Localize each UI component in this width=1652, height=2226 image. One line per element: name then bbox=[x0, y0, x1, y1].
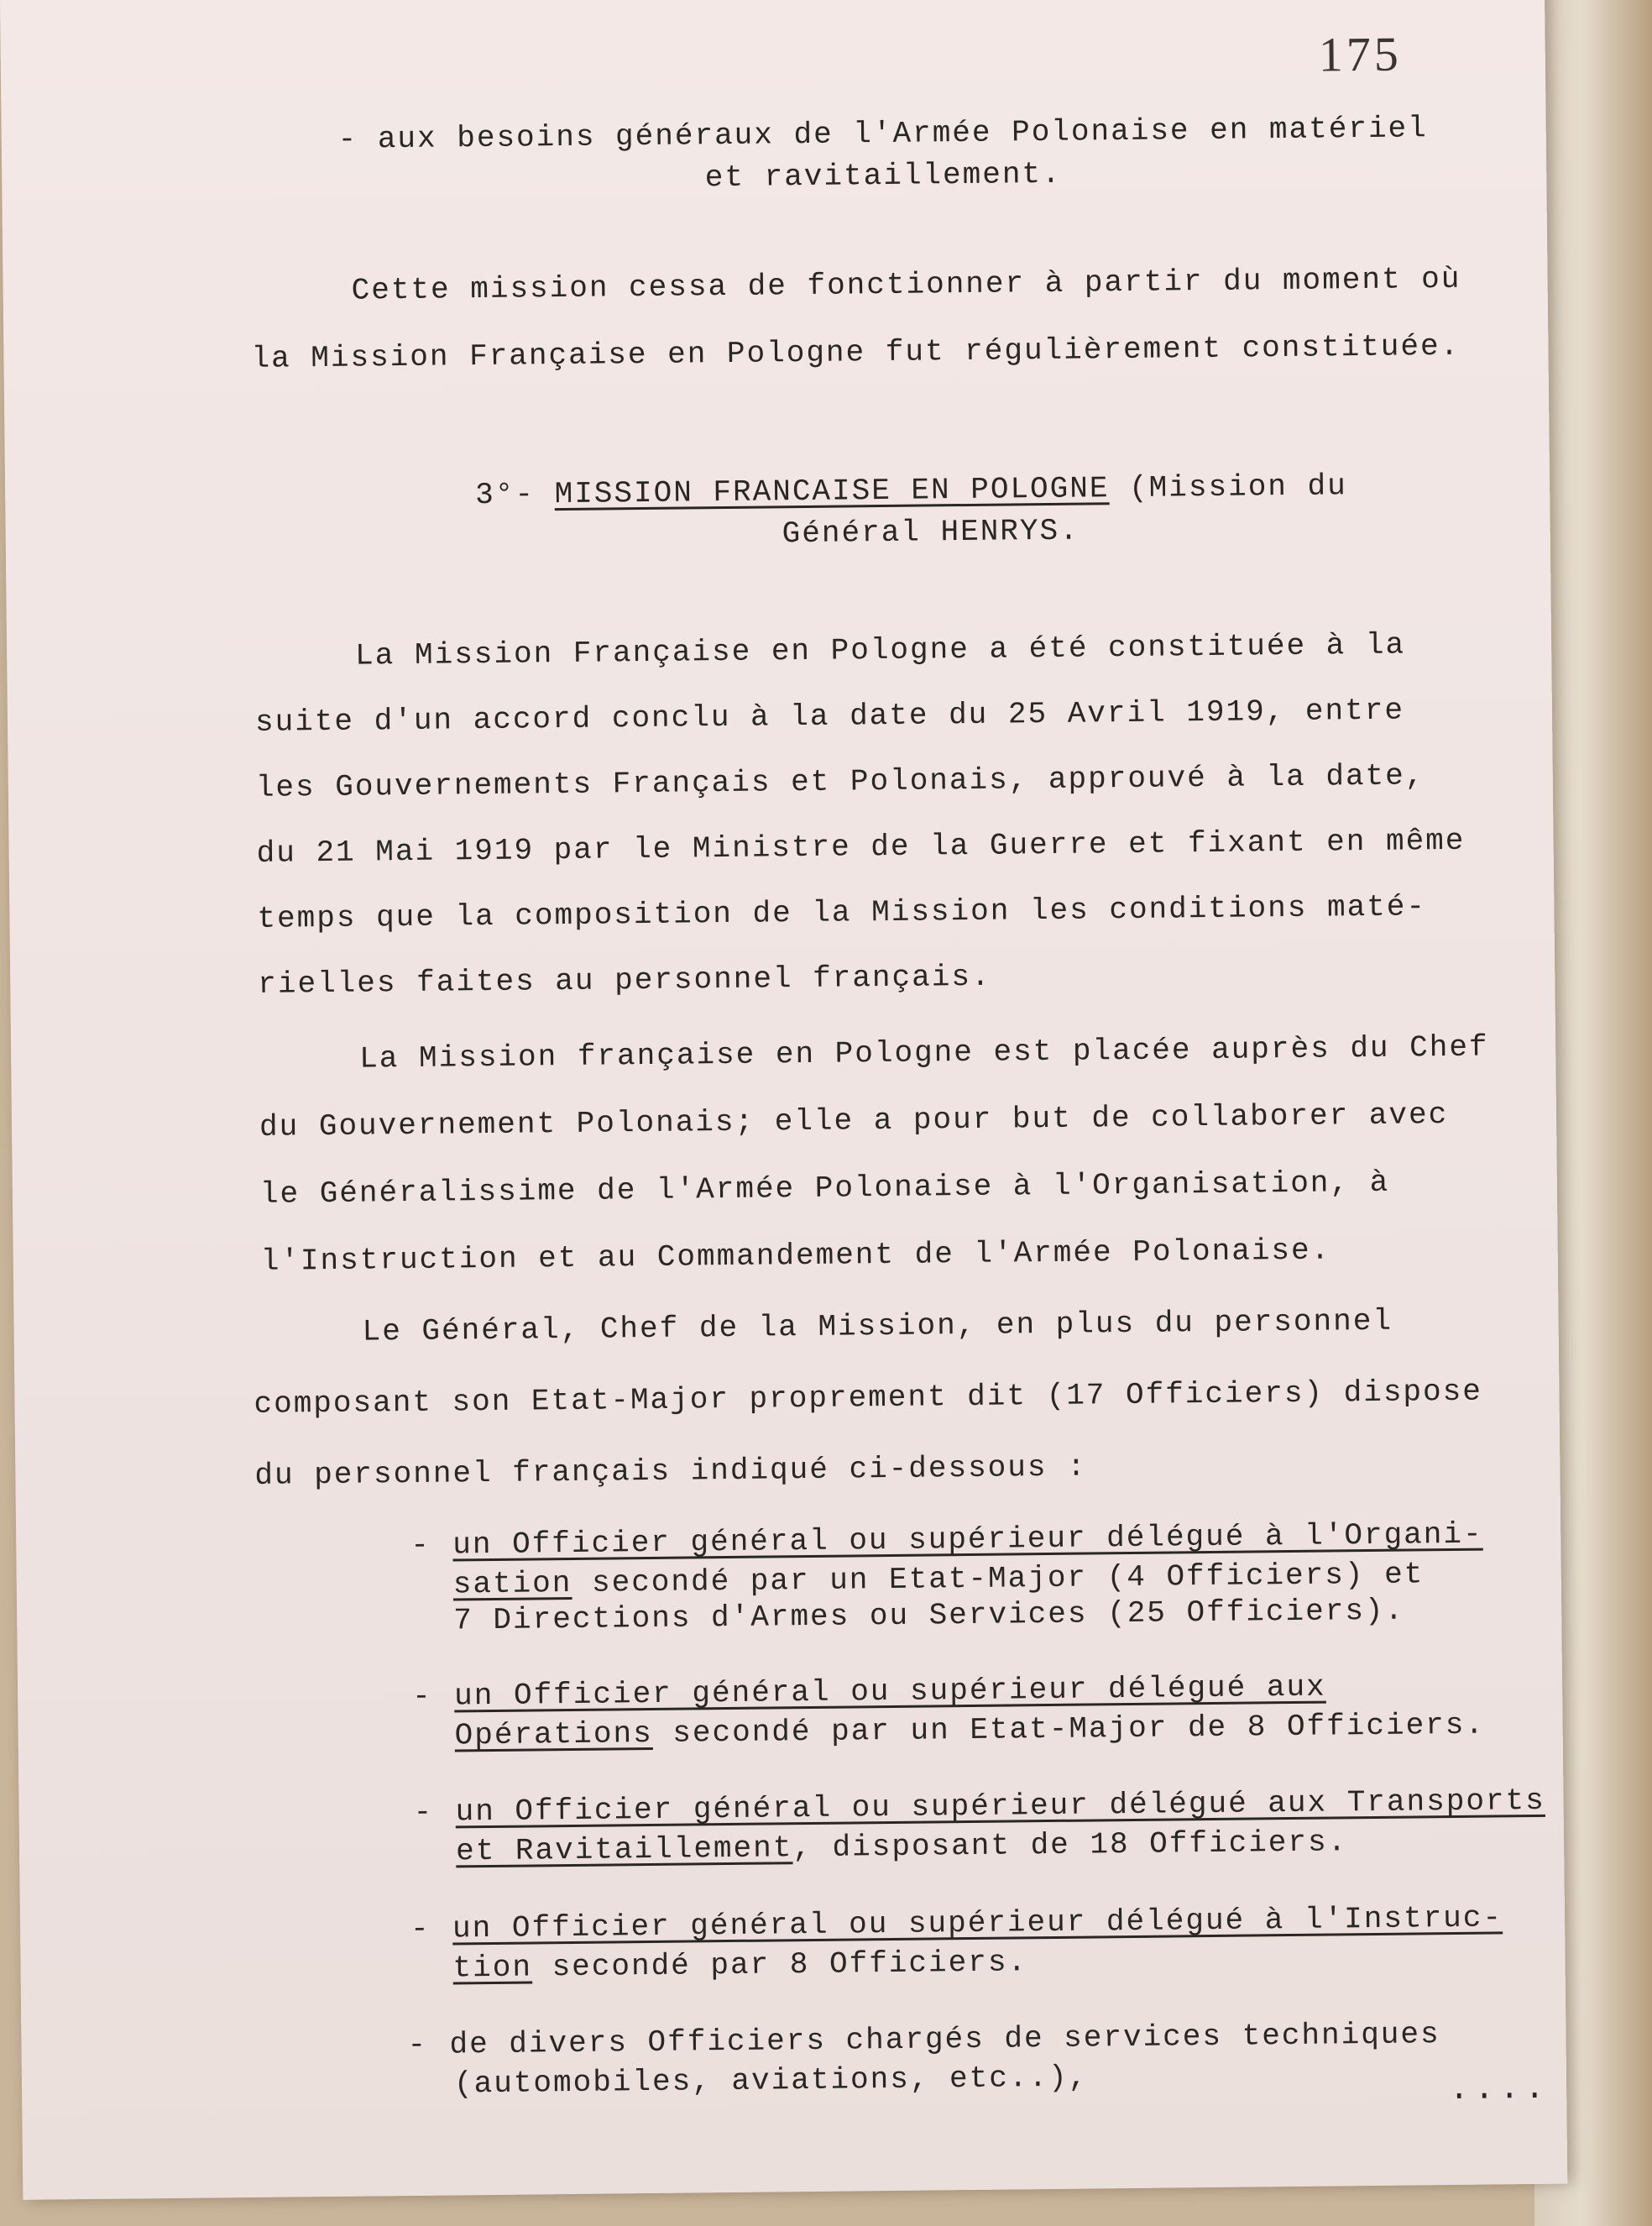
mission-end-line-2: la Mission Française en Pologne fut régulièrement constituée. bbox=[251, 328, 1461, 376]
list-item-4-dash: - bbox=[410, 1911, 431, 1947]
para2-line-2: du Gouvernement Polonais; elle a pour but de collaborer avec bbox=[259, 1097, 1449, 1144]
list-item-3-dash: - bbox=[413, 1794, 434, 1830]
para3-line-2: composant son Etat-Major proprement dit (17 Officiers) dispose bbox=[254, 1374, 1483, 1422]
para1-line-1: La Mission Française en Pologne a été constituée à la bbox=[354, 627, 1406, 673]
para3-line-1: Le Général, Chef de la Mission, en plus du personnel bbox=[362, 1303, 1393, 1349]
continuation-marker: .... bbox=[1448, 2070, 1550, 2110]
para1-line-2: suite d'un accord conclu à la date du 25 Avril 1919, entre bbox=[254, 693, 1405, 740]
list-item-5-line-2: (automobiles, aviations, etc..), bbox=[453, 2060, 1089, 2102]
list-item-5-line-1: de divers Officiers chargés de services techniques bbox=[449, 2017, 1440, 2062]
list-item-1-line-1: un Officier général ou supérieur délégué à l'Organi- bbox=[452, 1516, 1483, 1563]
para3-line-3: du personnel français indiqué ci-dessous : bbox=[254, 1449, 1087, 1493]
para1-line-6: rielles faites au personnel français. bbox=[258, 959, 991, 1002]
para1-line-4: du 21 Mai 1919 par le Ministre de la Guerre et fixant en même bbox=[256, 823, 1466, 871]
intro-line-1: - aux besoins généraux de l'Armée Polonaise en matériel bbox=[337, 111, 1429, 157]
list-item-4-line-2: tion secondé par 8 Officiers. bbox=[452, 1945, 1028, 1986]
intro-line-2: et ravitaillement. bbox=[704, 156, 1062, 196]
list-item-2-line-1: un Officier général ou supérieur délégué aux bbox=[453, 1669, 1326, 1714]
list-item-4-line-1: un Officier général ou supérieur délégué à l'Instruc- bbox=[452, 1900, 1503, 1946]
list-item-2-dash: - bbox=[411, 1679, 433, 1714]
page-number: 175 bbox=[1318, 26, 1403, 82]
section-heading bbox=[475, 469, 1347, 512]
list-item-1-line-3: 7 Directions d'Armes ou Services (25 Officiers). bbox=[453, 1593, 1405, 1638]
para2-line-3: le Généralissime de l'Armée Polonaise à l'Organisation, à bbox=[259, 1165, 1390, 1212]
para1-line-5: temps que la composition de la Mission les conditions maté- bbox=[257, 889, 1427, 936]
list-item-3-line-1: un Officier général ou supérieur délégué aux Transports bbox=[455, 1783, 1545, 1830]
section-title: MISSION FRANCAISE EN POLOGNE bbox=[554, 471, 1110, 512]
para1-line-3: les Gouvernements Français et Polonais, approuvé à la date, bbox=[255, 758, 1425, 805]
list-item-3-line-2: et Ravitaillement, disposant de 18 Officiers. bbox=[455, 1825, 1348, 1869]
para2-line-4: l'Instruction et au Commandement de l'Armée Polonaise. bbox=[260, 1233, 1331, 1279]
section-subtitle-line-2: Général HENRYS. bbox=[782, 513, 1080, 552]
list-item-1-dash: - bbox=[410, 1527, 431, 1563]
section-number: 3°- bbox=[474, 477, 536, 513]
mission-end-line-1: Cette mission cessa de fonctionner à partir du moment où bbox=[351, 261, 1461, 308]
para2-line-1: La Mission française en Pologne est placée auprès du Chef bbox=[359, 1029, 1489, 1076]
section-subtitle-line-1: (Mission du bbox=[1128, 469, 1347, 505]
list-item-5-dash: - bbox=[407, 2027, 428, 2063]
list-item-1-line-2: sation secondé par un Etat-Major (4 Officiers) et bbox=[452, 1557, 1425, 1602]
list-item-2-line-2: Opérations secondé par un Etat-Major de 8 Officiers. bbox=[454, 1707, 1486, 1753]
